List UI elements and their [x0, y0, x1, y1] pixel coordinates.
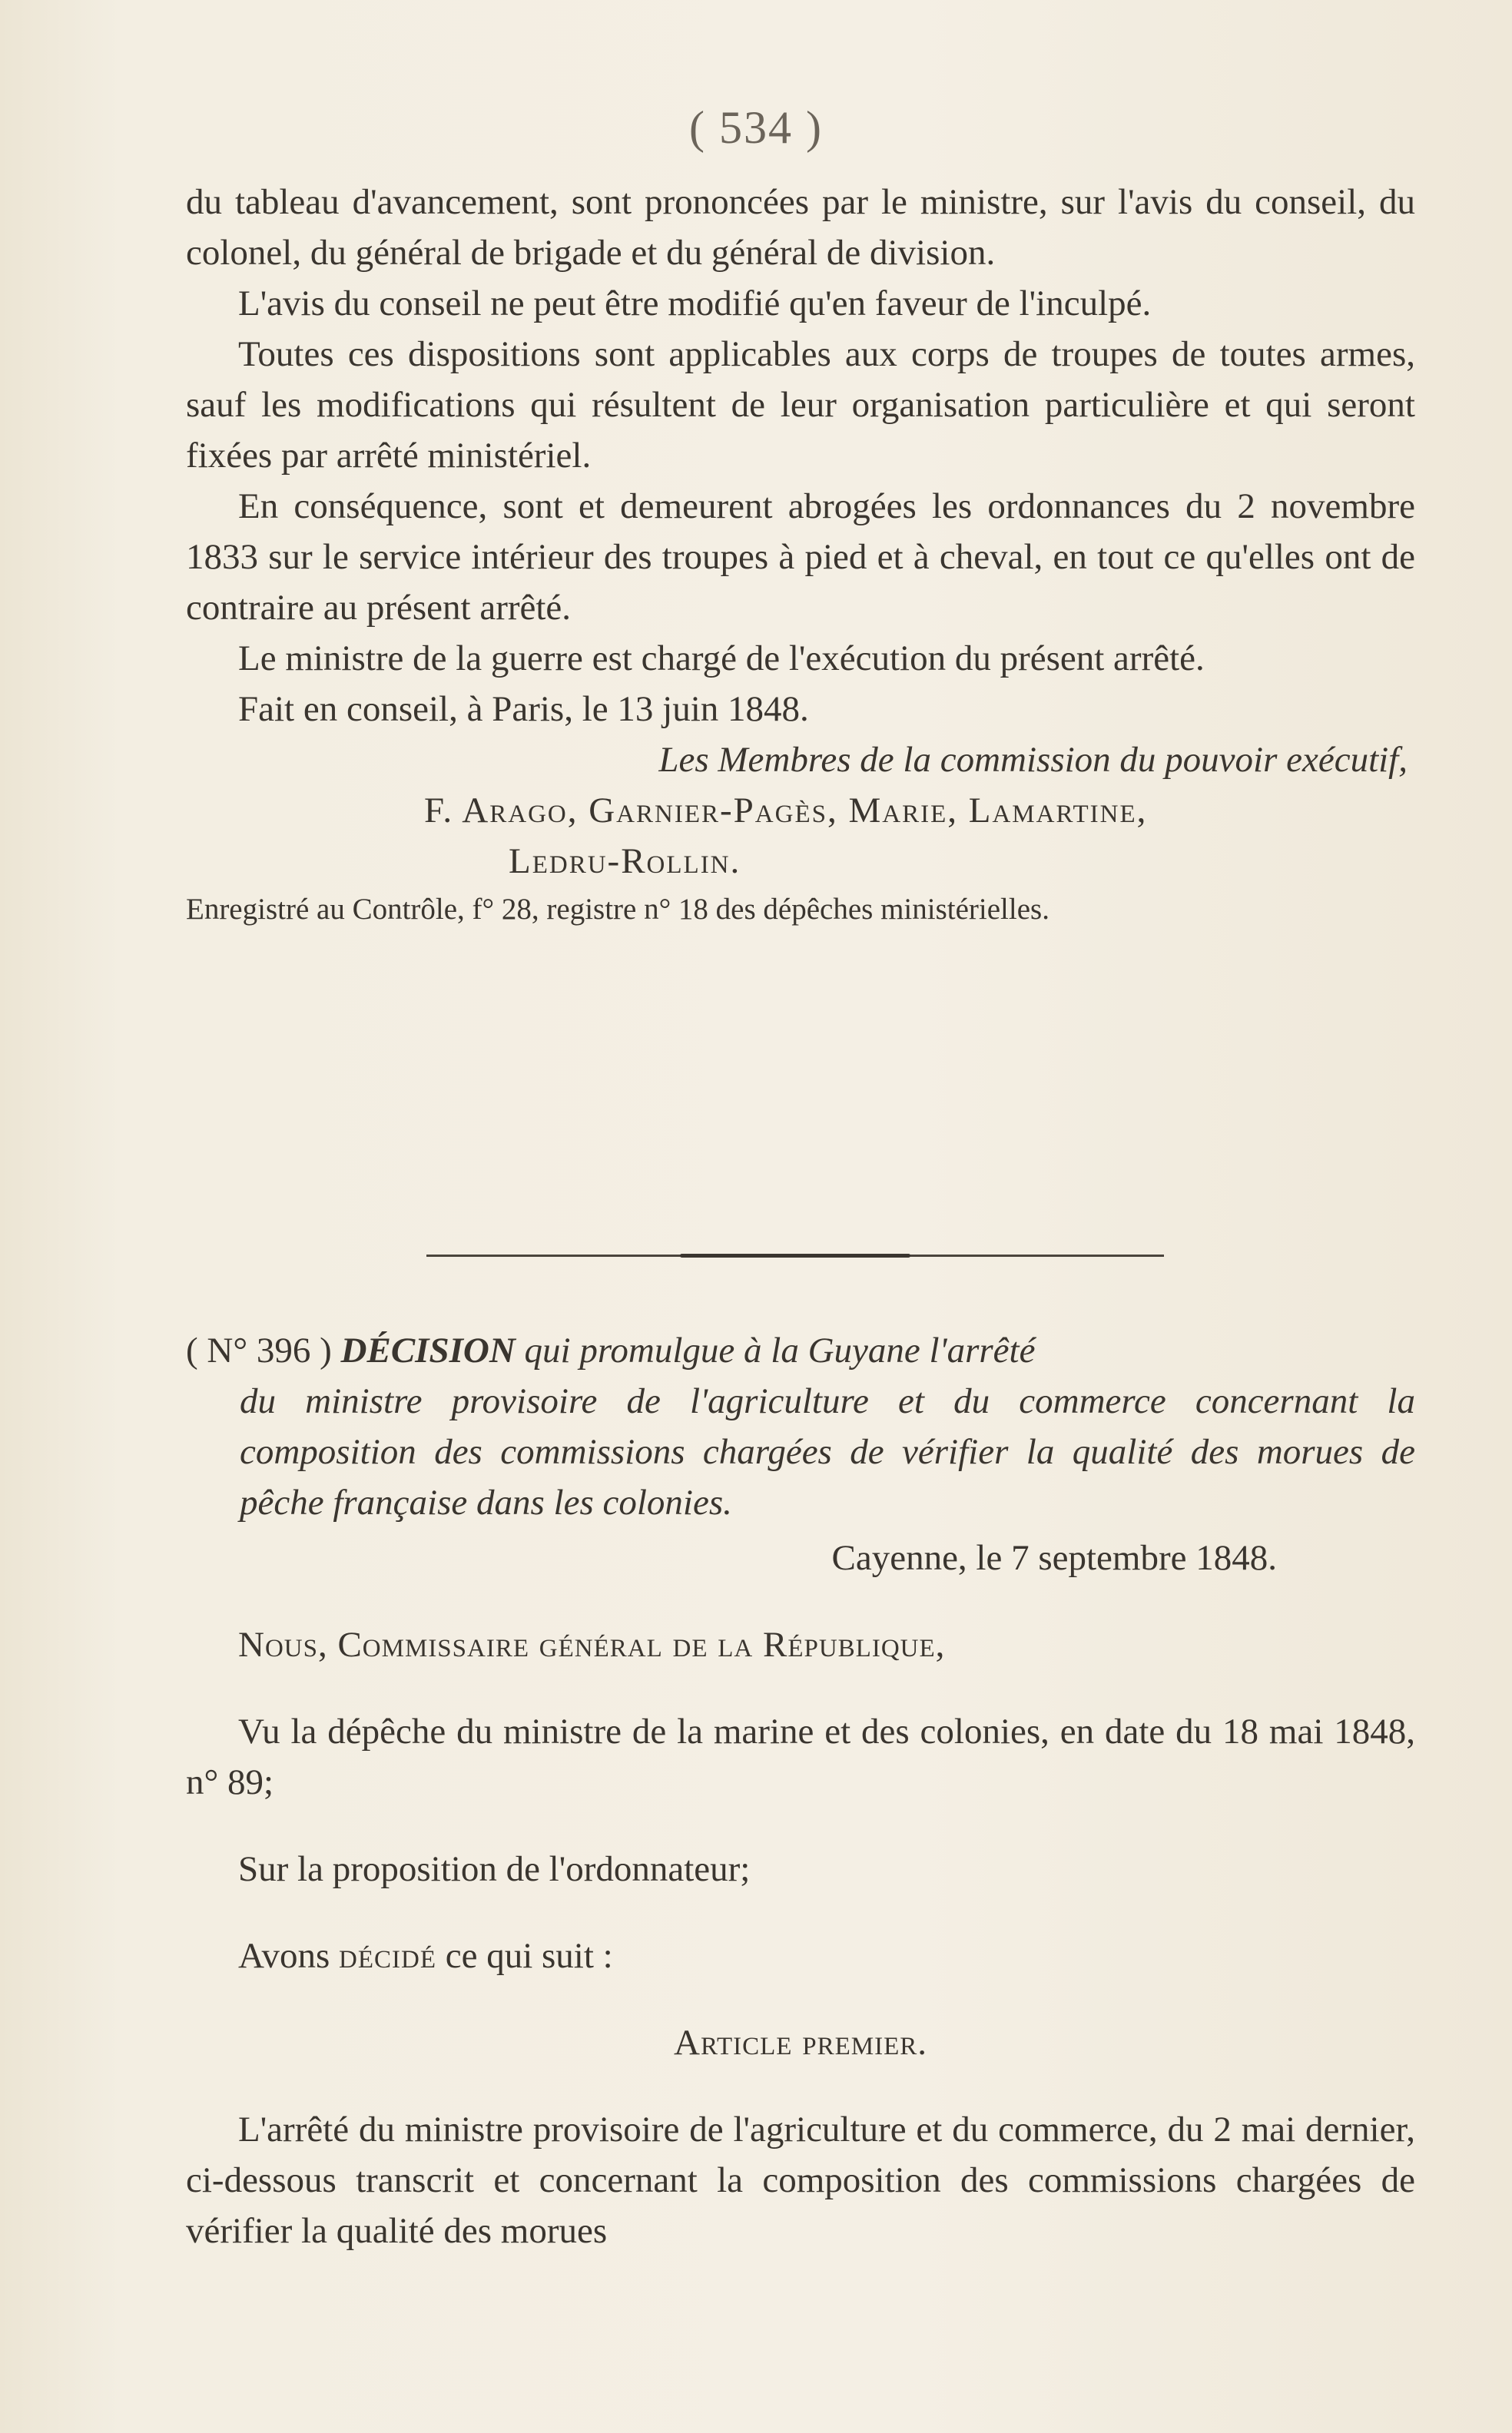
paragraph-avis-conseil: L'avis du conseil ne peut être modifié qu'en faveur de l'inculpé.	[238, 283, 1152, 323]
signature-title: Les Membres de la commission du pouvoir exécutif,	[658, 740, 1408, 780]
place-date: Cayenne, le 7 septembre 1848.	[831, 1538, 1277, 1578]
signature-names	[186, 785, 1415, 887]
paragraph-ministre-guerre: Le ministre de la guerre est chargé de l'exécution du présent arrêté.	[238, 638, 1205, 678]
paragraph-abrogation: En conséquence, sont et demeurent abrogées les ordonnances du 2 novembre 1833 sur le service intérieur des troupes à pied et à cheval, en tout ce qu'elles ont de contraire au présent arrêté.	[186, 486, 1415, 628]
decision-heading-rest: du ministre provisoire de l'agriculture et du commerce concernant la composition des commissions chargées de vérifier la qualité des morues de pêche française dans les colonies.	[240, 1381, 1415, 1523]
decision-number: ( N° 396 )	[186, 1331, 332, 1371]
nous-line	[186, 1619, 1415, 1670]
signature-names-line-1: F. Arago, Garnier-Pagès, Marie, Lamartine,	[424, 791, 1148, 830]
section-divider	[426, 1255, 1164, 1257]
paragraph-avancement: du tableau d'avancement, sont prononcées par le ministre, sur l'avis du conseil, du colonel, du général de brigade et du général de division.	[186, 182, 1415, 273]
decision-title-line	[186, 1325, 1415, 1376]
paragraph-avons	[186, 1931, 1415, 1981]
article-heading: Article premier.	[674, 2023, 927, 2063]
decision-heading	[186, 1325, 1415, 2292]
avons-word: Avons	[238, 1936, 330, 1976]
nous-commissaire: Nous, Commissaire général de la République,	[238, 1625, 946, 1665]
decision-title: DÉCISION	[340, 1331, 516, 1371]
article-text: L'arrêté du ministre provisoire de l'agriculture et du commerce, du 2 mai dernier, ci-dessous transcrit et concernant la composition des commissions chargées de vérifier la qualité des morues	[186, 2110, 1415, 2251]
page-number: ( 534 )	[689, 102, 823, 153]
decision-heading-line1: qui promulgue à la Guyane l'arrêté	[524, 1331, 1036, 1371]
paragraph-dispositions: Toutes ces dispositions sont applicables aux corps de troupes de toutes armes, sauf les modifications qui résultent de leur organisation particulière et qui seront fixées par arrêté ministériel.	[186, 334, 1415, 476]
decide-word: décidé	[339, 1936, 436, 1976]
paragraph-vu: Vu la dépêche du ministre de la marine et des colonies, en date du 18 mai 1848, n° 89;	[186, 1712, 1415, 1802]
signature-names-line-2: Ledru-Rollin.	[509, 841, 741, 881]
registration-note: Enregistré au Contrôle, f° 28, registre n° 18 des dépêches ministérielles.	[186, 893, 1049, 926]
decree-text-block	[186, 177, 1415, 933]
paragraph-fait-en-conseil: Fait en conseil, à Paris, le 13 juin 1848.	[238, 689, 809, 729]
ce-qui-suit: ce qui suit :	[445, 1936, 613, 1976]
paragraph-sur: Sur la proposition de l'ordonnateur;	[238, 1849, 751, 1889]
